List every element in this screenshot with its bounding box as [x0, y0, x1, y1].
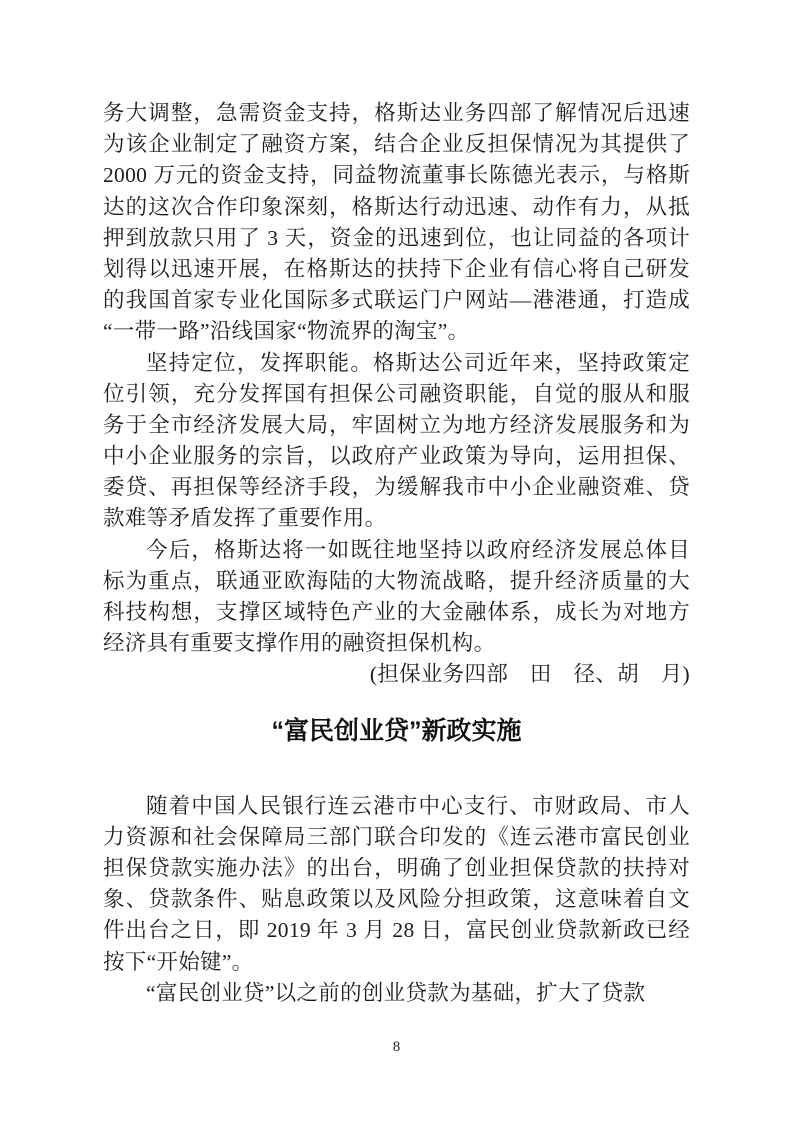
text-line: 经济具有重要支撑作用的融资担保机构。	[103, 631, 496, 656]
page-footer	[0, 1038, 793, 1056]
text-line: “富民创业贷”以之前的创业贷款为基础，扩大了贷款	[146, 980, 646, 1005]
text-line: 划得以迅速开展，在格斯达的扶持下企业有信心将自己研发	[103, 256, 690, 281]
article-heading: “富民创业贷”新政实施	[271, 716, 522, 745]
text-line: 象、贷款条件、贴息政策以及风险分担政策，这意味着自文	[103, 887, 690, 912]
text-line: 科技构想，支撑区域特色产业的大金融体系，成长为对地方	[103, 600, 690, 624]
text-line: 位引领，充分发挥国有担保公司融资职能，自觉的服从和服	[103, 381, 690, 406]
text-line: 的我国首家专业化国际多式联运门户网站—港港通，打造成	[103, 288, 690, 313]
text-line: 委贷、再担保等经济手段，为缓解我市中小企业融资难、贷	[103, 475, 690, 500]
text-column	[103, 98, 690, 1009]
text-line: 为该企业制定了融资方案，结合企业反担保情况为其提供了	[103, 132, 690, 157]
text-line: 务于全市经济发展大局，牢固树立为地方经济发展服务和为	[103, 412, 690, 437]
text-line: 2000 万元的资金支持，同益物流董事长陈德光表示，与格斯	[103, 163, 690, 188]
text-line: 件出台之日，即 2019 年 3 月 28 日，富民创业贷款新政已经	[103, 918, 690, 943]
text-line: 担保贷款实施办法》的出台，明确了创业担保贷款的扶持对	[103, 855, 690, 880]
text-line: “一带一路”沿线国家“物流界的淘宝”。	[103, 319, 470, 344]
text-line: 坚持定位，发挥职能。格斯达公司近年来，坚持政策定	[146, 350, 690, 375]
text-line: (担保业务四部 田 径、胡 月)	[369, 662, 690, 687]
article-fumin-lines	[103, 791, 690, 1009]
page-number: 8	[392, 1039, 401, 1055]
text-line: 押到放款只用了 3 天，资金的迅速到位，也让同益的各项计	[103, 225, 690, 250]
text-line: 标为重点，联通亚欧海陆的大物流战略，提升经济质量的大	[103, 568, 690, 593]
text-line: 达的这次合作印象深刻，格斯达行动迅速、动作有力，从抵	[103, 194, 690, 219]
text-line: 随着中国人民银行连云港市中心支行、市财政局、市人	[146, 793, 690, 818]
article-gesida-lines	[103, 98, 690, 691]
article-gesida-body	[103, 98, 690, 691]
article-fumin-body	[103, 791, 690, 1009]
text-line: 款难等矛盾发挥了重要作用。	[103, 506, 387, 531]
text-line: 中小企业服务的宗旨，以政府产业政策为导向，运用担保、	[103, 444, 690, 469]
text-line: 今后，格斯达将一如既往地坚持以政府经济发展总体目	[146, 537, 690, 562]
text-line: 务大调整，急需资金支持，格斯达业务四部了解情况后迅速	[103, 101, 690, 125]
text-line: 力资源和社会保障局三部门联合印发的《连云港市富民创业	[103, 824, 690, 849]
text-line: 按下“开始键”。	[103, 949, 254, 974]
